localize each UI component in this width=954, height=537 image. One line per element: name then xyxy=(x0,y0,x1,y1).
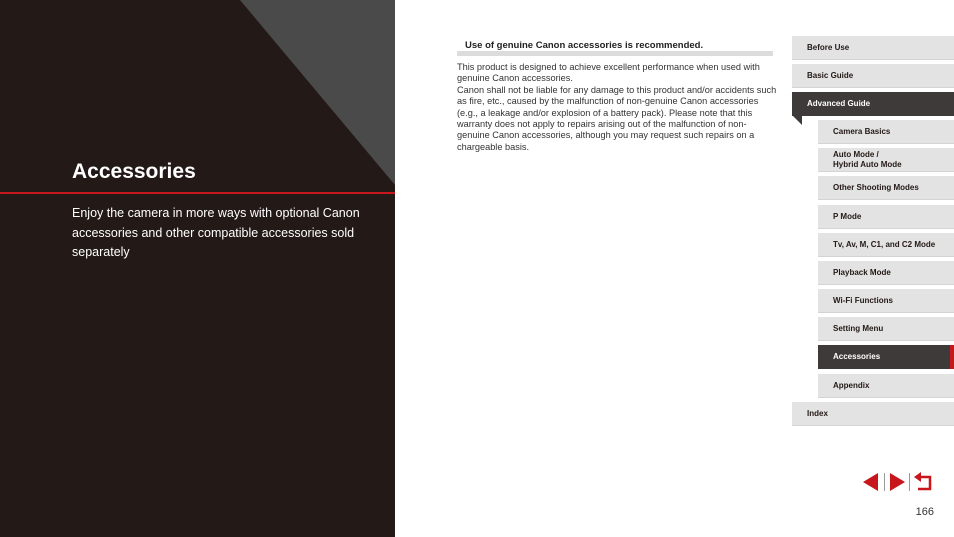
nav-tab-label: Advanced Guide xyxy=(807,99,871,108)
nav-tab-label-line: Auto Mode / xyxy=(833,150,879,159)
nav-tab-label: Other Shooting Modes xyxy=(833,183,919,192)
nav-tab-label: Accessories xyxy=(833,352,881,361)
nav-tab-label: Index xyxy=(807,409,828,418)
page-navigation-controls xyxy=(859,471,935,493)
decorative-corner-shape xyxy=(0,0,395,190)
nav-tab-camera-basics[interactable] xyxy=(818,120,954,144)
nav-tab-label-line: Hybrid Auto Mode xyxy=(833,159,902,169)
nav-tab-label: Setting Menu xyxy=(833,324,884,333)
chapter-title: Accessories xyxy=(72,160,196,183)
nav-tab-label: Wi-Fi Functions xyxy=(833,296,893,305)
nav-tab-wifi-functions[interactable] xyxy=(818,289,954,313)
nav-tab-advanced-guide[interactable] xyxy=(792,92,954,116)
nav-tab-label: Camera Basics xyxy=(833,127,891,136)
arrow-separator xyxy=(909,473,910,491)
nav-tab-p-mode[interactable] xyxy=(818,205,954,229)
nav-tab-tv-av-m-mode[interactable] xyxy=(818,233,954,257)
nav-tab-label xyxy=(833,150,902,169)
previous-page-icon[interactable] xyxy=(859,471,881,493)
note-body xyxy=(457,62,777,153)
chapter-cover-panel xyxy=(0,0,395,537)
nav-tab-label: Basic Guide xyxy=(807,71,854,80)
nav-tab-label: Before Use xyxy=(807,43,850,52)
nav-tab-label: Tv, Av, M, C1, and C2 Mode xyxy=(833,240,936,249)
nav-tab-appendix[interactable] xyxy=(818,374,954,398)
return-icon[interactable] xyxy=(912,471,934,493)
nav-tab-auto-mode[interactable] xyxy=(818,148,954,172)
nav-tab-label: P Mode xyxy=(833,212,862,221)
next-page-icon[interactable] xyxy=(887,471,909,493)
chapter-navigation xyxy=(792,0,954,537)
nav-tab-index[interactable] xyxy=(792,402,954,426)
nav-tab-label: Appendix xyxy=(833,381,870,390)
nav-tab-basic-guide[interactable] xyxy=(792,64,954,88)
note-heading xyxy=(457,40,773,56)
chapter-description: Enjoy the camera in more ways with optional Canon accessories and other compatible accessories sold separately xyxy=(72,206,360,259)
nav-tab-accessories[interactable] xyxy=(818,345,954,369)
note-heading-text: Use of genuine Canon accessories is recommended. xyxy=(465,40,704,51)
title-divider xyxy=(0,192,395,194)
nav-tab-playback-mode[interactable] xyxy=(818,261,954,285)
arrow-separator xyxy=(884,473,885,491)
nav-tab-before-use[interactable] xyxy=(792,36,954,60)
note-paragraph: Canon shall not be liable for any damage to this product and/or accidents such as fire, etc., caused by the malfunction of non-genuine Canon accessories (e.g., a leakage and/or explosion of a battery pack). Please note that this warranty does not apply to repairs arising out of the malfunction of non-genuine Canon accessories, although you may request such repairs on a chargeable basis. xyxy=(457,84,777,152)
page-number: 166 xyxy=(915,506,934,518)
nav-tab-other-shooting-modes[interactable] xyxy=(818,176,954,200)
nav-tab-label: Playback Mode xyxy=(833,268,891,277)
note-paragraph: This product is designed to achieve excellent performance when used with genuine Canon accessories. xyxy=(457,62,760,84)
current-section-marker xyxy=(950,345,954,369)
nav-tab-setting-menu[interactable] xyxy=(818,317,954,341)
